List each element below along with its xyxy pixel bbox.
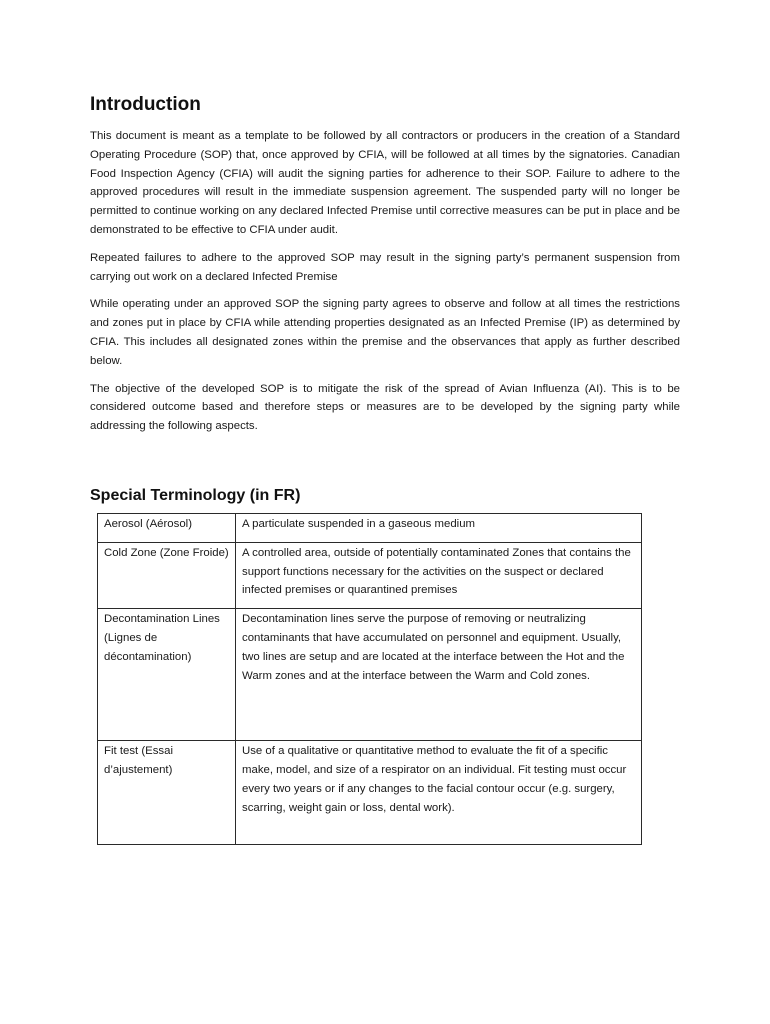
introduction-heading: Introduction bbox=[90, 94, 201, 115]
intro-paragraph-4: The objective of the developed SOP is to mitigate the risk of the spread of Avian Influenza (AI). This is to be considered outcome based and therefore steps or measures are to be developed by the signing party while addressing the following aspects. bbox=[90, 382, 680, 433]
intro-paragraph-1: This document is meant as a template to be followed by all contractors or producers in the creation of a Standard Operating Procedure (SOP) that, once approved by CFIA, will be followed at all times by the signatories. Canadian Food Inspection Agency (CFIA) will audit the signing parties for adherence to their SOP. Failure to adhere to the approved procedures will result in the immediate suspension agreement. The suspended party will no longer be permitted to continue working on any declared Infected Premise until corrective measures can be put in place and be demonstrated to be effective to CFIA under audit. bbox=[90, 130, 680, 236]
term-cell: Cold Zone (Zone Froide) bbox=[98, 542, 236, 608]
terminology-table bbox=[97, 513, 642, 845]
term-cell: Aerosol (Aérosol) bbox=[98, 513, 236, 542]
table-row bbox=[98, 542, 642, 608]
definition-cell: A controlled area, outside of potentially contaminated Zones that contains the support functions necessary for the activities on the suspect or declared infected premises or quarantined premises bbox=[236, 542, 642, 608]
definition-cell: Decontamination lines serve the purpose of removing or neutralizing contaminants that have accumulated on personnel and equipment. Usually, two lines are setup and are located at the interface between the Hot and the Warm zones and at the interface between the Warm and Cold zones. bbox=[236, 609, 642, 741]
term-cell: Fit test (Essai d’ajustement) bbox=[98, 741, 236, 845]
definition-cell: A particulate suspended in a gaseous medium bbox=[236, 513, 642, 542]
document-content bbox=[90, 92, 680, 845]
terminology-heading: Special Terminology (in FR) bbox=[90, 486, 301, 504]
table-row bbox=[98, 609, 642, 741]
table-row bbox=[98, 741, 642, 845]
intro-paragraph-3: While operating under an approved SOP the signing party agrees to observe and follow at all times the restrictions and zones put in place by CFIA while attending properties designated as an Infected Premise (IP) as determined by CFIA. This includes all designated zones within the premise and the observances that apply as further described below. bbox=[90, 298, 680, 367]
term-cell: Decontamination Lines (Lignes de décontamination) bbox=[98, 609, 236, 741]
intro-paragraph-2: Repeated failures to adhere to the approved SOP may result in the signing party’s permanent suspension from carrying out work on a declared Infected Premise bbox=[90, 251, 680, 283]
table-row bbox=[98, 513, 642, 542]
definition-cell: Use of a qualitative or quantitative method to evaluate the fit of a specific make, model, and size of a respirator on an individual. Fit testing must occur every two years or if any changes to the facial contour occur (e.g. surgery, scarring, weight gain or loss, dental work). bbox=[236, 741, 642, 845]
section-spacer bbox=[90, 445, 680, 485]
